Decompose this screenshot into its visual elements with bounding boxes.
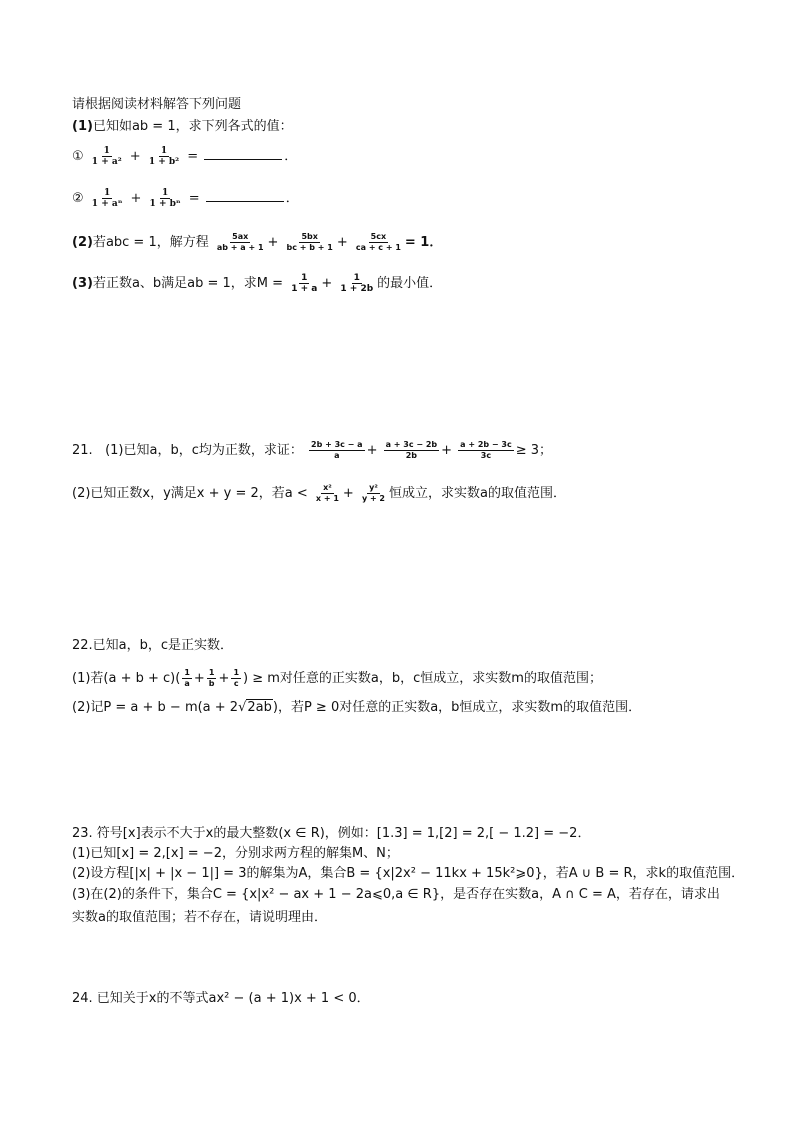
q21-part1-text: (1)已知a，b，c均为正数，求证： bbox=[105, 443, 303, 458]
answer-blank[interactable] bbox=[204, 149, 282, 160]
q20-part1-text: 已知如ab = 1，求下列各式的值： bbox=[92, 119, 293, 134]
fraction: $\frac{1}{a}$ bbox=[184, 668, 190, 688]
q22-part2-text: (2)记P = a + b − m(a + 2 bbox=[72, 700, 239, 715]
fraction: $\frac{5ax}{ab + a + 1}$ bbox=[216, 232, 264, 252]
q20-part2: (2)若abc = 1，解方程 $\frac{5ax}{ab + a + 1}$ + $\frac{5bx}{bc + b + 1}$ + $\frac{5cx}{ca + c + 1}$ = 1． bbox=[72, 232, 443, 252]
q23-line1: 23. 符号[x]表示不大于x的最大整数(x ∈ R)，例如：[1.3] = 1,[2] = 2,[ − 1.2] = −2． bbox=[72, 826, 591, 841]
q21-part2-text: (2)已知正数x，y满足x + y = 2，若a < bbox=[72, 486, 308, 501]
q22-part1-text: (1)若(a + b + c)( bbox=[72, 671, 181, 686]
answer-blank[interactable] bbox=[206, 191, 284, 202]
fraction: $\frac{5cx}{ca + c + 1}$ bbox=[355, 232, 401, 252]
fraction: $\frac{1}{\text{1 + a²}}$ bbox=[91, 146, 122, 167]
q20-part2-rhs: = 1． bbox=[404, 235, 443, 250]
fraction: $\frac{1}{\text{1 + aⁿ}}$ bbox=[91, 188, 123, 209]
q20-part1-label: (1) bbox=[72, 119, 93, 134]
q21-part2: (2)已知正数x，y满足x + y = 2，若a < $\frac{\text{x²}}{x + 1}$ + $\frac{\text{y²}}{y + 2}$ 恒成立，求实数a的取值范围． bbox=[72, 483, 566, 503]
fraction: $\frac{1}{\text{1 + bⁿ}}$ bbox=[149, 188, 181, 209]
fraction: $\frac{1}{1 + 2b}$ bbox=[340, 273, 374, 294]
question-number: 21. bbox=[72, 443, 93, 458]
fraction: $\frac{1}{b}$ bbox=[208, 668, 215, 688]
q22-part1: (1)若(a + b + c)( $\frac{1}{a}$ + $\frac{1}{b}$ + $\frac{1}{c}$ ) ≥ m对任意的正实数a，b，c恒成立，求实数m的取值范围； bbox=[72, 668, 602, 688]
q20-part2-label: (2) bbox=[72, 235, 93, 250]
q20-part3: (3)若正数a、b满足ab = 1，求M = $\frac{1}{1 + a}$ + $\frac{1}{1 + 2b}$ 的最小值． bbox=[72, 273, 443, 294]
q22-part2-tail: )，若P ≥ 0对任意的正实数a，b恒成立，求实数m的取值范围． bbox=[272, 700, 642, 715]
q20-part3-text: 若正数a、b满足ab = 1，求M = bbox=[92, 276, 284, 291]
q20-item1-label: ① bbox=[72, 149, 84, 164]
fraction: $\frac{\text{x²}}{x + 1}$ bbox=[315, 483, 339, 503]
q23-line5: 实数a的取值范围；若不存在，请说明理由． bbox=[72, 910, 327, 925]
q24-line1: 24. 已知关于x的不等式ax² − (a + 1)x + 1 < 0． bbox=[72, 991, 370, 1006]
q20-item2-label: ② bbox=[72, 191, 84, 206]
fraction: $\frac{1}{1 + a}$ bbox=[291, 273, 318, 294]
fraction: $\frac{1}{\text{1 + b²}}$ bbox=[148, 146, 180, 167]
q22-head: 22.已知a，b，c是正实数． bbox=[72, 638, 234, 653]
sqrt-term: 2ab bbox=[247, 700, 272, 715]
q22-part1-tail: ) ≥ m对任意的正实数a，b，c恒成立，求实数m的取值范围； bbox=[243, 671, 602, 686]
q23-line4: (3)在(2)的条件下，集合C = {x|x² − ax + 1 − 2a⩽0,a ∈ R}，是否存在实数a，A ∩ C = A，若存在，请求出 bbox=[72, 887, 720, 902]
fraction: $\frac{1}{c}$ bbox=[233, 668, 240, 688]
q20-item1: ① $\frac{1}{\text{1 + a²}}$ + $\frac{1}{\text{1 + b²}}$ = ． bbox=[72, 146, 298, 167]
q20-part3-label: (3) bbox=[72, 276, 93, 291]
q20-part2-text: 若abc = 1，解方程 bbox=[92, 235, 209, 250]
q23-line2: (1)已知[x] = 2,[x] = −2，分别求两方程的解集M、N； bbox=[72, 846, 399, 861]
fraction: $\frac{a + 2b - 3c}{3c}$ bbox=[460, 440, 512, 460]
q20-item2: ② $\frac{1}{\text{1 + aⁿ}}$ + $\frac{1}{\text{1 + bⁿ}}$ = ． bbox=[72, 188, 299, 209]
q21-part2-tail: 恒成立，求实数a的取值范围． bbox=[389, 486, 566, 501]
fraction: $\frac{2b + 3c - a}{a}$ bbox=[311, 440, 363, 460]
fraction: $\frac{\text{y²}}{y + 2}$ bbox=[361, 483, 385, 503]
fraction: $\frac{5bx}{bc + b + 1}$ bbox=[286, 232, 333, 252]
q23-line3: (2)设方程[|x| + |x − 1|] = 3的解集为A，集合B = {x|2x² − 11kx + 15k²⩾0}，若A ∪ B = R，求k的取值范围． bbox=[72, 866, 745, 881]
fraction: $\frac{a + 3c - 2b}{2b}$ bbox=[385, 440, 438, 460]
q21-part1-tail: ≥ 3； bbox=[515, 443, 553, 458]
q21-part1: 21. (1)已知a，b，c均为正数，求证： $\frac{2b + 3c - a}{a}$ + $\frac{a + 3c - 2b}{2b}$ + $\frac{a + 2b - 3c}{3c}$ ≥ 3； bbox=[72, 440, 553, 460]
q22-part2: (2)记P = a + b − m(a + 2√2ab)，若P ≥ 0对任意的正实数a，b恒成立，求实数m的取值范围． bbox=[72, 700, 642, 715]
q20-part3-tail: 的最小值． bbox=[377, 276, 443, 291]
intro-text: 请根据阅读材料解答下列问题 bbox=[72, 97, 242, 112]
q20-part1 bbox=[72, 118, 293, 136]
